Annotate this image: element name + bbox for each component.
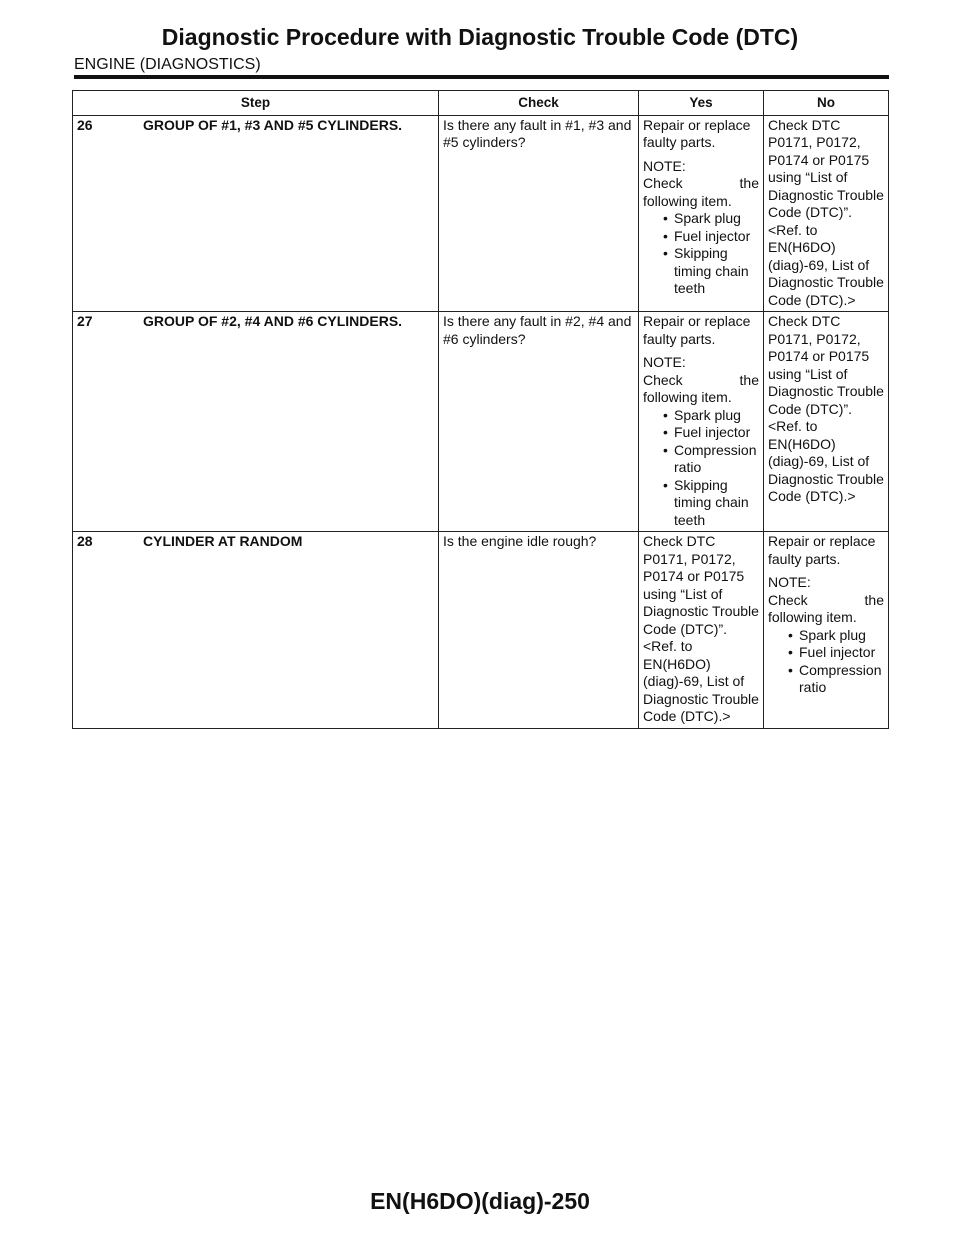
check-cell [439, 115, 639, 312]
diagnostic-table [72, 90, 889, 729]
list-item: • Fuel injector [663, 228, 759, 246]
step-title: CYLINDER AT RANDOM [143, 533, 303, 549]
column-header-step: Step [73, 91, 439, 116]
table-row [73, 312, 889, 532]
yes-cell [639, 115, 764, 312]
step-title: GROUP OF #1, #3 AND #5 CYLINDERS. [143, 116, 403, 133]
note-item-list [768, 627, 884, 697]
step-cell [73, 312, 439, 532]
step-title: GROUP OF #2, #4 AND #6 CYLINDERS. [143, 313, 403, 329]
table-row [73, 532, 889, 729]
list-item: • Skipping timing chain teeth [663, 245, 759, 298]
note-item-list [643, 407, 759, 530]
list-item: • Compression ratio [788, 662, 884, 697]
list-item: • Spark plug [788, 627, 884, 645]
yes-cell [639, 532, 764, 729]
list-item: • Fuel injector [788, 644, 884, 662]
header-rule [74, 75, 889, 79]
column-header-check: Check [439, 91, 639, 116]
page-number: EN(H6DO)(diag)-250 [370, 1188, 590, 1214]
yes-cell [639, 312, 764, 532]
no-cell [764, 532, 889, 729]
step-cell [73, 532, 439, 729]
list-item: • Compression ratio [663, 442, 759, 477]
check-text: Is there any fault in #2, #4 and #6 cylinders? [443, 313, 632, 347]
table-row [73, 115, 889, 312]
step-cell [73, 115, 439, 312]
note-text: Check the following item. [768, 591, 884, 625]
no-text: Repair or replace faulty parts. [768, 533, 876, 567]
table-header-row [73, 91, 889, 116]
page-title: Diagnostic Procedure with Diagnostic Trouble Code (DTC) [161, 24, 799, 50]
no-cell [764, 312, 889, 532]
note-label: NOTE: [643, 157, 686, 174]
note-label: NOTE: [768, 574, 811, 590]
list-item: • Fuel injector [663, 424, 759, 442]
note-text: Check the following item. [643, 175, 759, 209]
note-text: Check the following item. [643, 371, 759, 405]
note-label: NOTE: [643, 354, 686, 370]
yes-text: Repair or replace faulty parts. [643, 116, 751, 150]
column-header-no: No [764, 91, 889, 116]
section-title: ENGINE (DIAGNOSTICS) [74, 56, 261, 73]
step-number: 27 [77, 313, 93, 329]
list-item: • Skipping timing chain teeth [663, 477, 759, 530]
no-cell [764, 115, 889, 312]
no-text: Check DTC P0171, P0172, P0174 or P0175 using “List of Diagnostic Trouble Code (DTC)”. <Ref. to EN(H6DO)(diag)-69, List of Diagnostic Trouble Code (DTC).> [768, 313, 884, 504]
check-cell [439, 532, 639, 729]
step-number: 26 [77, 116, 93, 133]
list-item: • Spark plug [663, 210, 759, 228]
yes-text: Repair or replace faulty parts. [643, 313, 751, 347]
check-cell [439, 312, 639, 532]
note-item-list [643, 210, 759, 298]
check-text: Is the engine idle rough? [443, 533, 597, 549]
step-number: 28 [77, 533, 93, 549]
list-item: • Spark plug [663, 407, 759, 425]
check-text: Is there any fault in #1, #3 and #5 cylinders? [443, 116, 632, 150]
column-header-yes: Yes [639, 91, 764, 116]
no-text: Check DTC P0171, P0172, P0174 or P0175 using “List of Diagnostic Trouble Code (DTC)”. <Ref. to EN(H6DO)(diag)-69, List of Diagnostic Trouble Code (DTC).> [768, 116, 884, 308]
yes-text: Check DTC P0171, P0172, P0174 or P0175 using “List of Diagnostic Trouble Code (DTC)”. <Ref. to EN(H6DO)(diag)-69, List of Diagnostic Trouble Code (DTC).> [643, 533, 759, 724]
